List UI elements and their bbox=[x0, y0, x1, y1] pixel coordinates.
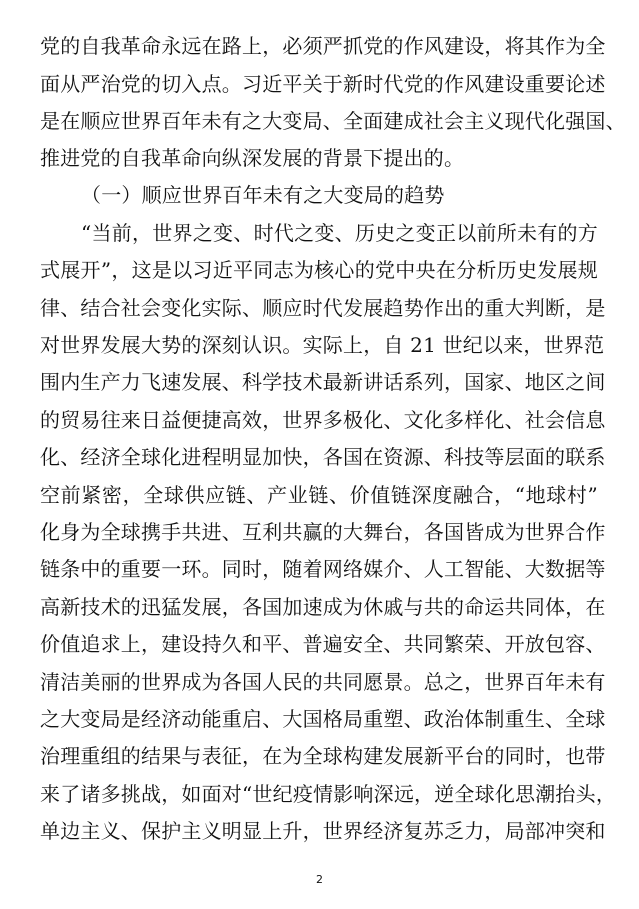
paragraph-2-line-15: 治理重组的结果与表征，在为全球构建发展新平台的同时，也带 bbox=[40, 744, 606, 768]
section-heading: （一）顺应世界百年未有之大变局的趋势 bbox=[81, 183, 445, 207]
paragraph-2-line-17: 单边主义、保护主义明显上升，世界经济复苏乏力，局部冲突和 bbox=[40, 819, 606, 843]
paragraph-1-line-3: 是在顺应世界百年未有之大变局、全面建成社会主义现代化强国、 bbox=[40, 109, 626, 133]
paragraph-2-line-4: 对世界发展大势的深刻认识。实际上，自 21 世纪以来，世界范 bbox=[40, 333, 605, 357]
paragraph-2-line-16: 来了诸多挑战，如面对“世纪疫情影响深远，逆全球化思潮抬头， bbox=[40, 782, 617, 806]
paragraph-2-line-13: 清洁美丽的世界成为各国人民的共同愿景。总之，世界百年未有 bbox=[40, 670, 606, 694]
paragraph-2-line-9: 化身为全球携手共进、互利共赢的大舞台，各国皆成为世界合作 bbox=[40, 520, 606, 544]
paragraph-2-line-11: 高新技术的迅猛发展，各国加速成为休戚与共的命运共同体，在 bbox=[40, 595, 606, 619]
paragraph-2-line-7: 化、经济全球化进程明显加快，各国在资源、科技等层面的联系 bbox=[40, 445, 606, 469]
paragraph-2-line-6: 的贸易往来日益便捷高效，世界多极化、文化多样化、社会信息 bbox=[40, 408, 606, 432]
paragraph-2-line-3: 律、结合社会变化实际、顺应时代发展趋势作出的重大判断，是 bbox=[40, 296, 606, 320]
paragraph-2-line-1: “当前，世界之变、时代之变、历史之变正以前所未有的方 bbox=[81, 221, 598, 245]
paragraph-1-line-2: 面从严治党的切入点。习近平关于新时代党的作风建设重要论述 bbox=[40, 72, 606, 96]
paragraph-1-line-4: 推进党的自我革命向纵深发展的背景下提出的。 bbox=[40, 146, 465, 170]
page-number: 2 bbox=[316, 873, 323, 886]
paragraph-2-line-2: 式展开”，这是以习近平同志为核心的党中央在分析历史发展规 bbox=[40, 258, 598, 282]
paragraph-2-line-8: 空前紧密，全球供应链、产业链、价值链深度融合，“地球村” bbox=[40, 483, 598, 507]
paragraph-2-line-5: 围内生产力飞速发展、科学技术最新讲话系列，国家、地区之间 bbox=[40, 370, 606, 394]
paragraph-2-line-12: 价值追求上，建设持久和平、普遍安全、共同繁荣、开放包容、 bbox=[40, 632, 606, 656]
paragraph-2-line-10: 链条中的重要一环。同时，随着网络媒介、人工智能、大数据等 bbox=[40, 557, 606, 581]
paragraph-1-line-1: 党的自我革命永远在路上，必须严抓党的作风建设，将其作为全 bbox=[40, 34, 606, 58]
paragraph-2-line-14: 之大变局是经济动能重启、大国格局重塑、政治体制重生、全球 bbox=[40, 707, 606, 731]
